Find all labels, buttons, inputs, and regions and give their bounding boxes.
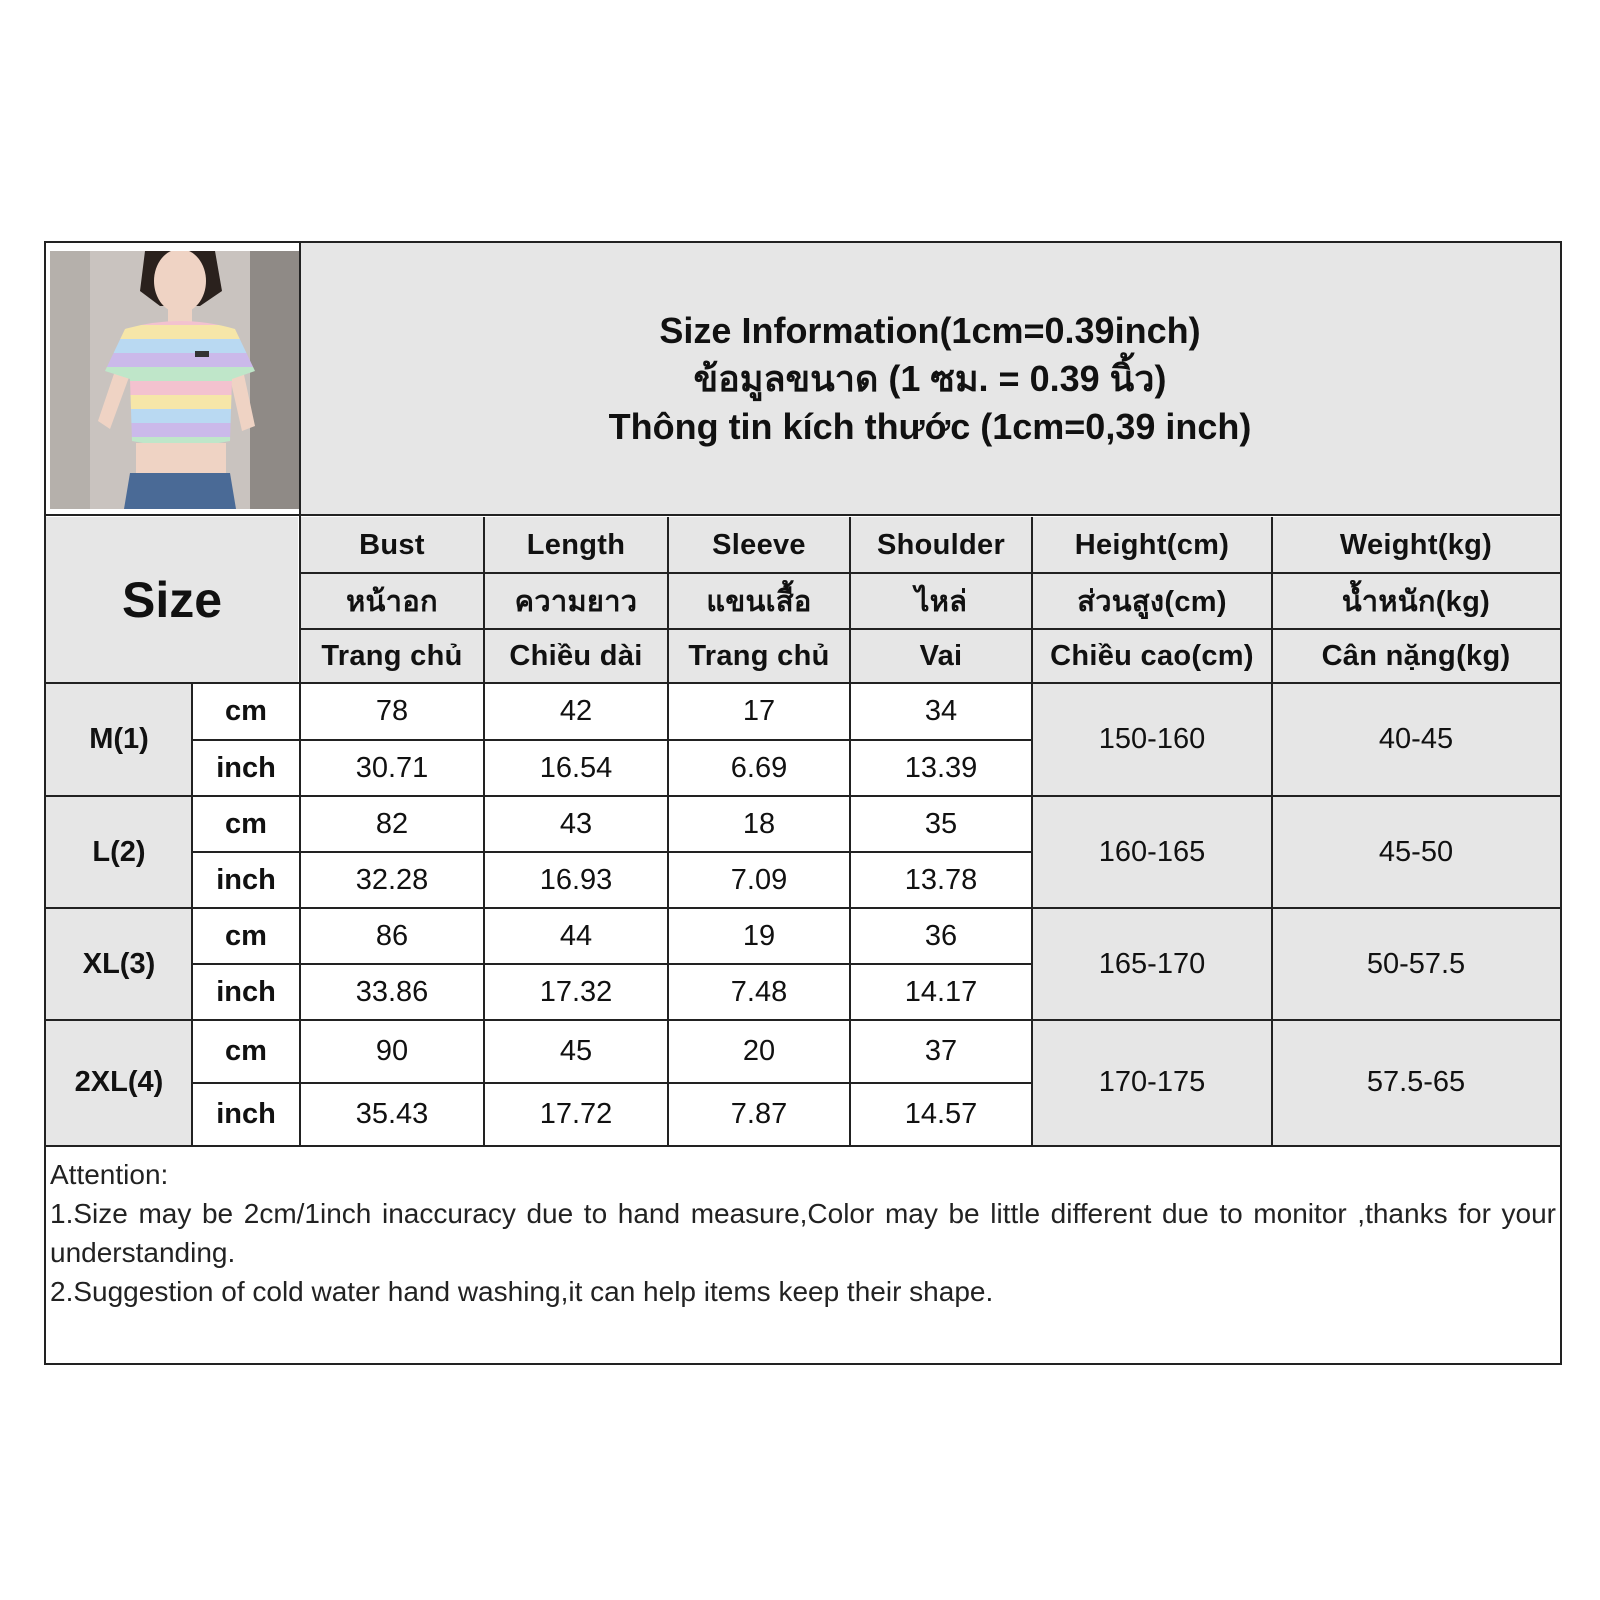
- height-range: 150-160: [1032, 683, 1272, 796]
- title-thai: ข้อมูลขนาด (1 ซม. = 0.39 นิ้ว): [693, 358, 1167, 399]
- value-cm: 43: [484, 796, 668, 852]
- title-vietnamese: Thông tin kích thước (1cm=0,39 inch): [608, 406, 1252, 447]
- value-cm: 35: [850, 796, 1032, 852]
- column-header-vi: Vai: [850, 629, 1032, 683]
- column-header-en: Sleeve: [668, 517, 850, 573]
- weight-range: 45-50: [1272, 796, 1560, 908]
- unit-cm: cm: [192, 683, 300, 740]
- column-header-th: แขนเสื้อ: [668, 573, 850, 629]
- column-header-en: Bust: [300, 517, 484, 573]
- value-cm: 90: [300, 1020, 484, 1083]
- height-range: 170-175: [1032, 1020, 1272, 1145]
- size-header: [46, 517, 298, 683]
- value-inch: 13.39: [850, 740, 1032, 796]
- weight-range: 57.5-65: [1272, 1020, 1560, 1145]
- value-inch: 13.78: [850, 852, 1032, 908]
- value-cm: 34: [850, 683, 1032, 740]
- title-block: [300, 243, 1560, 515]
- weight-range: 50-57.5: [1272, 908, 1560, 1020]
- value-inch: 14.17: [850, 964, 1032, 1020]
- column-header-vi: Chiều dài: [484, 629, 668, 683]
- unit-inch: inch: [192, 740, 300, 796]
- value-cm: 44: [484, 908, 668, 964]
- value-cm: 17: [668, 683, 850, 740]
- value-inch: 7.09: [668, 852, 850, 908]
- column-header-th: ไหล่: [850, 573, 1032, 629]
- value-inch: 17.72: [484, 1083, 668, 1145]
- size-name: 2XL(4): [46, 1020, 192, 1145]
- value-inch: 32.28: [300, 852, 484, 908]
- grid-line: [46, 795, 1560, 797]
- grid-line: [192, 1082, 1032, 1084]
- column-header-vi: Trang chủ: [668, 629, 850, 683]
- unit-cm: cm: [192, 796, 300, 852]
- grid-line: [1271, 517, 1273, 1145]
- weight-range: 40-45: [1272, 683, 1560, 796]
- column-header-en: Shoulder: [850, 517, 1032, 573]
- grid-line: [192, 851, 1032, 853]
- column-header-vi: Chiều cao(cm): [1032, 629, 1272, 683]
- size-name: L(2): [46, 796, 192, 908]
- note-heading: Attention:: [50, 1159, 169, 1190]
- product-photo: [50, 251, 300, 509]
- note-line-1: 1.Size may be 2cm/1inch inaccuracy due to hand measure,Color may be little different due to monitor ,thanks for your understanding.: [50, 1198, 1556, 1268]
- unit-cm: cm: [192, 1020, 300, 1083]
- size-chart: [44, 241, 1562, 1365]
- size-name: M(1): [46, 683, 192, 796]
- grid-line: [46, 682, 1560, 684]
- value-inch: 33.86: [300, 964, 484, 1020]
- value-inch: 35.43: [300, 1083, 484, 1145]
- column-header-vi: Trang chủ: [300, 629, 484, 683]
- grid-line: [483, 517, 485, 1145]
- grid-line: [46, 1019, 1560, 1021]
- value-cm: 37: [850, 1020, 1032, 1083]
- value-inch: 17.32: [484, 964, 668, 1020]
- size-header-label: Size: [121, 572, 223, 628]
- value-cm: 18: [668, 796, 850, 852]
- size-name: XL(3): [46, 908, 192, 1020]
- unit-inch: inch: [192, 1083, 300, 1145]
- grid-line: [300, 628, 1560, 630]
- column-header-vi: Cân nặng(kg): [1272, 629, 1560, 683]
- grid-line: [191, 796, 193, 908]
- grid-line: [300, 572, 1560, 574]
- column-header-th: หน้าอก: [300, 573, 484, 629]
- value-cm: 45: [484, 1020, 668, 1083]
- value-inch: 6.69: [668, 740, 850, 796]
- grid-line: [192, 963, 1032, 965]
- grid-line: [191, 683, 193, 796]
- column-header-th: ความยาว: [484, 573, 668, 629]
- value-cm: 82: [300, 796, 484, 852]
- grid-line: [299, 243, 301, 1145]
- grid-line: [191, 1020, 193, 1145]
- grid-line: [849, 517, 851, 1145]
- unit-inch: inch: [192, 964, 300, 1020]
- value-inch: 7.87: [668, 1083, 850, 1145]
- value-cm: 86: [300, 908, 484, 964]
- value-inch: 16.54: [484, 740, 668, 796]
- product-photo-illustration: [50, 251, 300, 509]
- note-line-2: 2.Suggestion of cold water hand washing,it can help items keep their shape.: [50, 1276, 994, 1307]
- grid-line: [191, 908, 193, 1020]
- unit-cm: cm: [192, 908, 300, 964]
- value-cm: 78: [300, 683, 484, 740]
- column-header-en: Height(cm): [1032, 517, 1272, 573]
- title-english: Size Information(1cm=0.39inch): [659, 310, 1201, 351]
- value-cm: 19: [668, 908, 850, 964]
- value-cm: 36: [850, 908, 1032, 964]
- attention-note: [50, 1155, 1556, 1355]
- grid-line: [192, 739, 1032, 741]
- grid-line: [46, 1145, 1560, 1147]
- value-cm: 42: [484, 683, 668, 740]
- column-header-th: ส่วนสูง(cm): [1032, 573, 1272, 629]
- value-cm: 20: [668, 1020, 850, 1083]
- value-inch: 30.71: [300, 740, 484, 796]
- grid-line: [667, 517, 669, 1145]
- grid-line: [46, 907, 1560, 909]
- grid-line: [46, 514, 1560, 516]
- value-inch: 7.48: [668, 964, 850, 1020]
- height-range: 160-165: [1032, 796, 1272, 908]
- column-header-en: Weight(kg): [1272, 517, 1560, 573]
- height-range: 165-170: [1032, 908, 1272, 1020]
- value-inch: 16.93: [484, 852, 668, 908]
- grid-line: [1031, 517, 1033, 1145]
- column-header-en: Length: [484, 517, 668, 573]
- unit-inch: inch: [192, 852, 300, 908]
- value-inch: 14.57: [850, 1083, 1032, 1145]
- column-header-th: น้ำหนัก(kg): [1272, 573, 1560, 629]
